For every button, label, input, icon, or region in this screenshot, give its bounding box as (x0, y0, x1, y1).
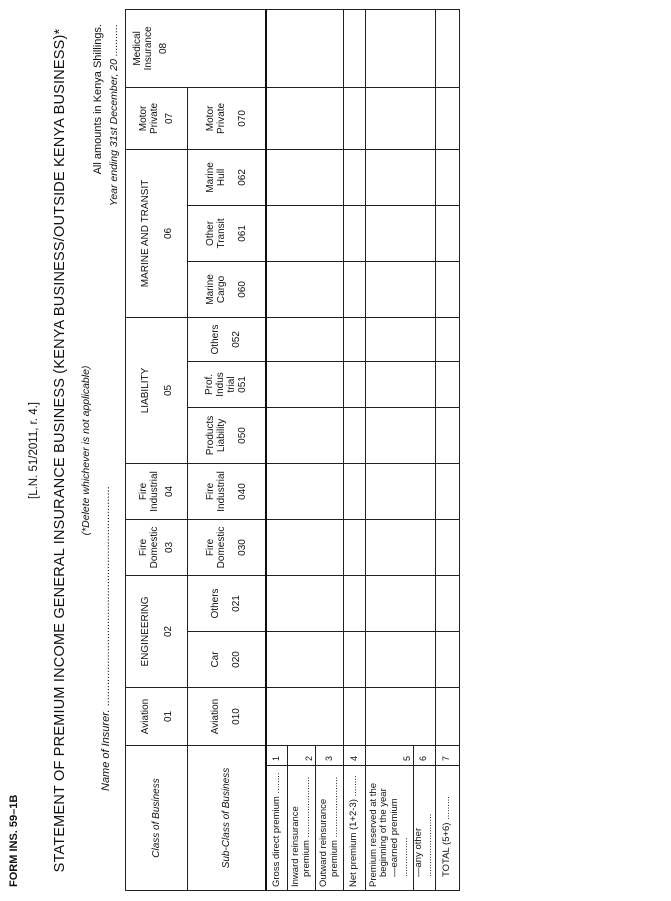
subclass-name: Prof. (204, 373, 216, 396)
sub-class-of-business-label: Sub-Class of Business (188, 745, 266, 890)
class-fire-domestic-l2: Domestic (149, 526, 160, 569)
class-liability-label: LIABILITY (139, 367, 151, 414)
subclass-name: Products (204, 415, 216, 456)
subclass-cell (188, 575, 266, 631)
row-label-line: —any other ........................ (413, 813, 435, 877)
class-medical-insurance (126, 9, 266, 87)
row-number: 7 (435, 745, 459, 765)
class-liability (126, 317, 188, 463)
row-number: 3 (316, 745, 344, 765)
subclass-name: Motor (204, 105, 216, 132)
data-cell[interactable] (366, 407, 436, 463)
row-label (414, 766, 436, 891)
data-cell[interactable] (366, 261, 436, 317)
data-cell[interactable] (366, 631, 436, 687)
subclass-code: 062 (236, 169, 248, 186)
row-label-line: Inward reinsurance (290, 806, 302, 887)
subclass-name: Others (210, 588, 222, 619)
class-aviation-label: Aviation (139, 698, 151, 735)
data-cell[interactable] (344, 575, 366, 631)
table-row (435, 9, 459, 890)
data-cell[interactable] (366, 317, 436, 361)
data-cell[interactable] (344, 361, 366, 407)
subclass-row (188, 9, 266, 890)
row-number: 5 (366, 745, 414, 765)
data-cell[interactable] (344, 87, 366, 149)
data-cell[interactable] (435, 463, 459, 519)
subclass-cell (188, 149, 266, 205)
subclass-code: 040 (236, 483, 248, 500)
subclass-name: Aviation (210, 698, 222, 735)
data-cell[interactable] (435, 519, 459, 575)
class-of-business-label: Class of Business (126, 745, 188, 890)
subclass-name-2: Liability (215, 418, 227, 453)
subclass-code: 061 (236, 225, 248, 242)
amounts-note: All amounts in Kenya Shillings. (92, 24, 104, 175)
name-label: Name of Insurer. (100, 709, 112, 791)
subclass-cell (188, 687, 266, 745)
class-fire-domestic (126, 519, 188, 575)
data-cell[interactable] (435, 687, 459, 745)
row-label-line: —earned premium ............... (388, 798, 410, 877)
data-cell[interactable] (366, 149, 436, 205)
class-medical-code: 08 (158, 42, 169, 54)
subclass-name-3: trial (226, 376, 238, 393)
row-label-line: TOTAL (5+6) ......... (441, 796, 453, 877)
data-cell[interactable] (435, 87, 459, 149)
class-motor-private-code: 07 (164, 112, 175, 124)
subclass-cell (188, 361, 266, 407)
data-cell[interactable] (344, 261, 366, 317)
data-cell[interactable] (266, 87, 344, 149)
subclass-code: 051 (237, 376, 249, 393)
row-number: 2 (288, 745, 316, 765)
data-cell[interactable] (266, 407, 344, 463)
subclass-code: 020 (231, 651, 243, 668)
table-row (266, 9, 288, 890)
class-engineering-code: 02 (162, 625, 174, 638)
subclass-cell (188, 463, 266, 519)
row-number: 6 (414, 745, 436, 765)
data-cell[interactable] (266, 149, 344, 205)
class-medical-l1: Medical (132, 31, 143, 66)
data-cell[interactable] (266, 575, 344, 631)
data-cell[interactable] (366, 687, 436, 745)
data-cell[interactable] (266, 519, 344, 575)
data-cell[interactable] (344, 205, 366, 261)
row-label (366, 766, 414, 891)
row-label-line: Outward reinsurance (318, 798, 330, 887)
data-cell[interactable] (366, 575, 436, 631)
class-medical-l2: Insurance (143, 26, 154, 71)
premium-table (125, 9, 460, 891)
data-cell[interactable] (344, 687, 366, 745)
subclass-code: 021 (231, 595, 243, 612)
subclass-code: 060 (236, 281, 248, 298)
class-fire-domestic-l1: Fire (138, 538, 149, 557)
class-aviation (126, 687, 188, 745)
data-cell[interactable] (344, 463, 366, 519)
data-cell[interactable] (266, 631, 344, 687)
form-number: FORM INS. 59–1B (8, 794, 20, 887)
data-cell[interactable] (344, 9, 366, 87)
class-marine-transit-code: 06 (162, 227, 174, 239)
data-cell[interactable] (266, 317, 344, 361)
subclass-cell (188, 87, 266, 149)
subclass-name-2: Domestic (215, 526, 227, 569)
data-cell[interactable] (344, 149, 366, 205)
class-fire-industrial-code: 04 (164, 485, 175, 498)
row-label: Net premium (1+2-3) ........ (344, 766, 366, 891)
class-fire-domestic-code: 03 (164, 541, 175, 554)
subclass-name: Other (204, 220, 216, 246)
page-title: STATEMENT OF PREMIUM INCOME GENERAL INSURANCE BUSINESS (KENYA BUSINESS/OUTSIDE KENYA BUSINESS)* (52, 28, 68, 873)
data-cell[interactable] (266, 687, 344, 745)
subclass-name: Marine (204, 162, 216, 193)
subclass-code: 052 (231, 331, 243, 348)
data-cell[interactable] (366, 9, 436, 87)
year-ending[interactable]: Year ending 31st December, 20 ........... (108, 24, 120, 207)
table-row (344, 9, 366, 890)
data-cell[interactable] (435, 9, 459, 87)
data-cell[interactable] (266, 9, 344, 87)
delete-note: (*Delete whichever is not applicable) (80, 365, 92, 536)
subclass-cell (188, 407, 266, 463)
subclass-code: 070 (236, 110, 248, 127)
subclass-name-2: Cargo (215, 275, 227, 304)
data-cell[interactable] (266, 205, 344, 261)
subclass-cell (188, 631, 266, 687)
subclass-cell (188, 261, 266, 317)
subclass-name-2: Transit (215, 218, 227, 249)
row-number: 1 (266, 745, 288, 765)
subclass-code: 010 (231, 708, 243, 725)
data-cell[interactable] (435, 361, 459, 407)
data-cell[interactable] (366, 361, 436, 407)
name-field[interactable]: ........................................................................ (100, 486, 112, 707)
class-motor-private-l1: Motor (138, 105, 149, 132)
legal-reference: [L.N. 51/2011, r. 4.] (28, 402, 40, 499)
subclass-name: Marine (204, 274, 216, 305)
class-engineering (126, 575, 188, 687)
data-cell[interactable] (344, 519, 366, 575)
row-label: Gross direct premium ........ (266, 766, 288, 891)
subclass-name-2: Indus (215, 372, 227, 397)
row-label-line: premium ....................... (300, 776, 312, 877)
row-label-line: Premium reserved at the (367, 782, 379, 887)
class-aviation-code: 01 (162, 710, 174, 723)
data-cell[interactable] (266, 261, 344, 317)
data-cell[interactable] (344, 317, 366, 361)
class-fire-industrial-l1: Fire (138, 482, 149, 501)
data-cell[interactable] (435, 205, 459, 261)
subclass-name: Car (210, 651, 222, 668)
row-label (288, 766, 316, 891)
data-cell[interactable] (435, 407, 459, 463)
class-marine-transit-label: MARINE AND TRANSIT (139, 179, 151, 288)
data-cell[interactable] (366, 463, 436, 519)
data-cell[interactable] (344, 631, 366, 687)
class-fire-industrial-l2: Industrial (149, 471, 160, 512)
class-fire-industrial (126, 463, 188, 519)
table-row (366, 9, 414, 890)
data-cell[interactable] (266, 463, 344, 519)
class-engineering-label: ENGINEERING (139, 596, 151, 667)
subclass-code: 030 (236, 539, 248, 556)
row-number: 4 (344, 745, 366, 765)
subclass-name: Fire (204, 482, 216, 501)
subclass-cell (188, 317, 266, 361)
data-cell[interactable] (435, 575, 459, 631)
class-liability-code: 05 (162, 384, 174, 397)
subclass-name: Fire (204, 538, 216, 557)
subclass-code: 050 (236, 427, 248, 444)
data-cell[interactable] (366, 205, 436, 261)
data-cell[interactable] (435, 631, 459, 687)
subclass-cell (188, 519, 266, 575)
subclass-name-2: Industrial (215, 471, 227, 512)
data-cell[interactable] (266, 361, 344, 407)
class-marine-transit (126, 149, 188, 317)
data-cell[interactable] (366, 87, 436, 149)
data-cell[interactable] (435, 261, 459, 317)
row-label-line: premium ....................... (328, 776, 340, 877)
data-cell[interactable] (344, 407, 366, 463)
class-row (126, 9, 188, 890)
data-cell[interactable] (435, 317, 459, 361)
name-of-insurer (100, 486, 112, 791)
subclass-name-2: Hull (215, 168, 227, 187)
data-cell[interactable] (366, 519, 436, 575)
row-label (316, 766, 344, 891)
subclass-name-2: Private (215, 102, 227, 134)
subclass-name: Others (210, 324, 222, 355)
subclass-cell (188, 205, 266, 261)
class-motor-private (126, 87, 188, 149)
class-motor-private-l2: Private (149, 102, 160, 134)
row-label (435, 766, 459, 891)
row-label-line: beginning of the year (378, 788, 390, 877)
data-cell[interactable] (435, 149, 459, 205)
